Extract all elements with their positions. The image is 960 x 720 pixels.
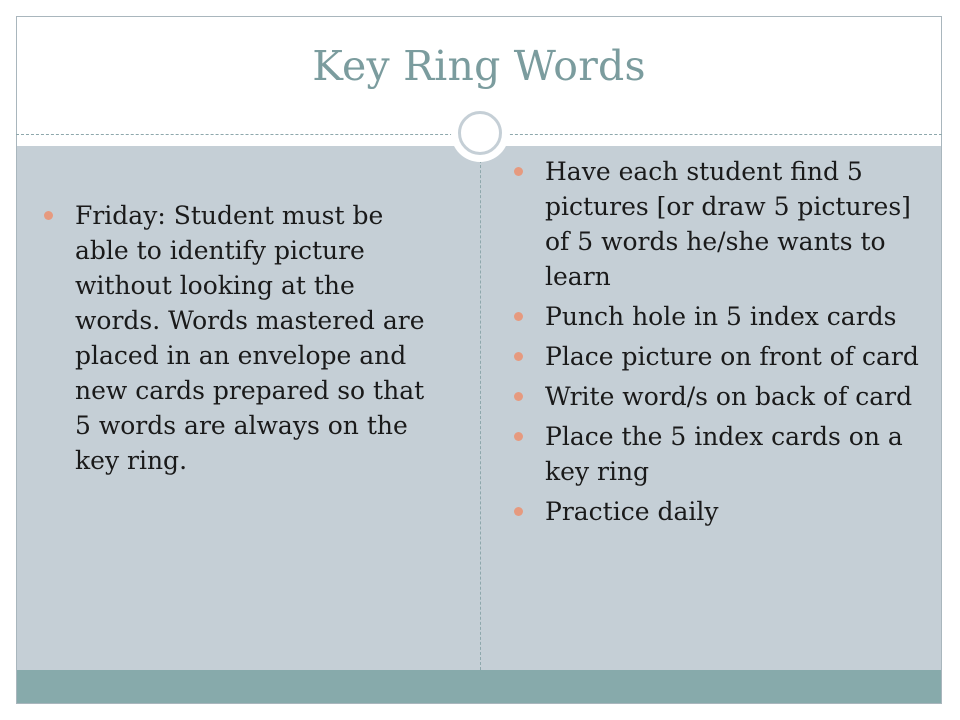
right-bullet-list [514,154,929,529]
right-bullet-text: Write word/s on back of card [545,382,913,411]
right-bullet-item [514,339,929,374]
bullet-dot-icon [44,211,53,220]
right-bullet-item [514,379,929,414]
column-divider [480,150,481,670]
right-bullet-text: Place the 5 index cards on a key ring [545,422,903,486]
right-bullet-item [514,494,929,529]
right-bullet-text: Have each student find 5 pictures [or draw 5 pictures] of 5 words he/she wants to learn [545,157,911,291]
right-bullet-text: Practice daily [545,497,719,526]
bullet-dot-icon [514,432,523,441]
bullet-dot-icon [514,352,523,361]
bullet-dot-icon [514,167,523,176]
bullet-dot-icon [514,507,523,516]
right-bullet-text: Place picture on front of card [545,342,919,371]
right-bullet-text: Punch hole in 5 index cards [545,302,897,331]
right-column [514,154,929,534]
right-bullet-item [514,154,929,294]
left-bullet-list [44,198,442,478]
bullet-dot-icon [514,392,523,401]
bullet-dot-icon [514,312,523,321]
slide-title: Key Ring Words [312,42,646,90]
left-bullet-text: Friday: Student must be able to identify picture without looking at the words. Words mastered are placed in an envelope and new cards prepared so that 5 words are always on the key ring. [75,201,425,475]
right-bullet-item [514,299,929,334]
footer-band [17,670,941,703]
right-bullet-item [514,419,929,489]
left-column [44,198,442,478]
left-bullet-item [44,198,442,478]
ring-ornament-inner [458,111,502,155]
